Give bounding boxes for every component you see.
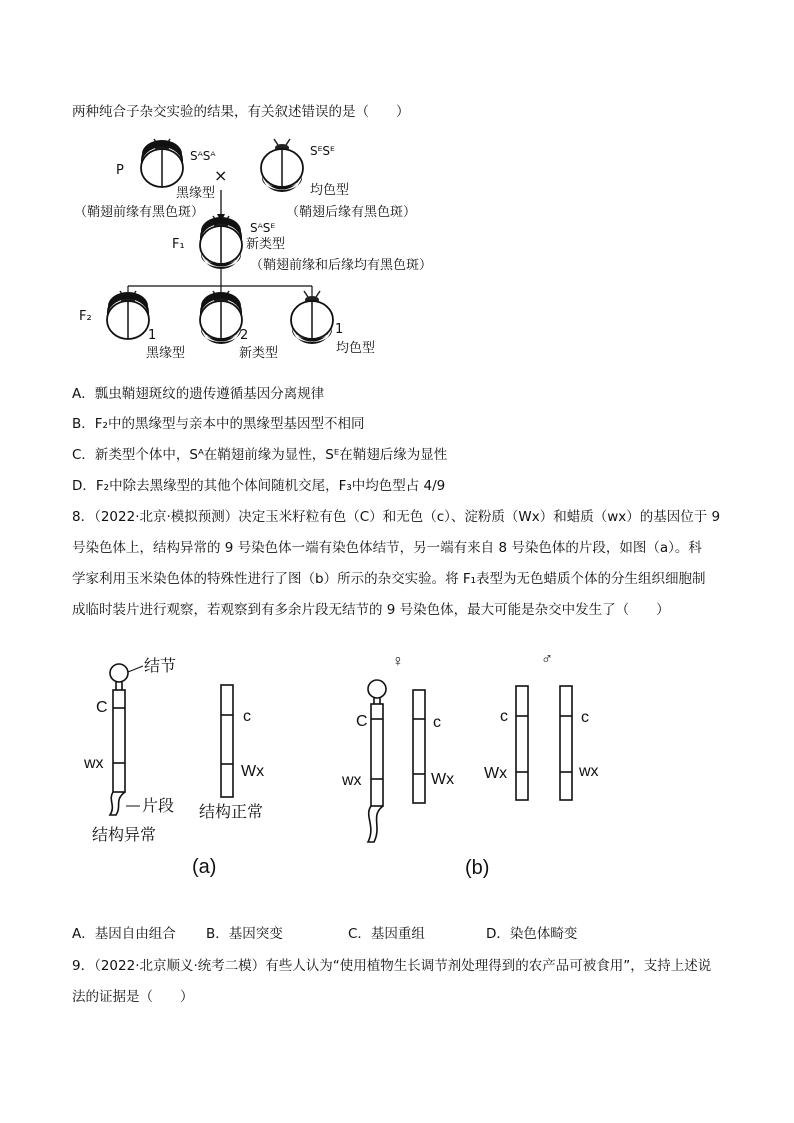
abnormal-label: 结构异常 — [92, 827, 157, 844]
q9-stem-line2: 法的证据是（ ） — [72, 989, 194, 1005]
gene-c-b-male-2: c — [581, 709, 589, 726]
gene-Wx-b-female: Wx — [431, 771, 455, 788]
female-abnormal-chromosome — [368, 680, 386, 842]
abnormal-chromosome-a — [110, 664, 128, 815]
male-symbol: ♂ — [541, 651, 553, 668]
black-edge-desc: （鞘翅前缘有黑色斑） — [74, 205, 205, 220]
fig-a-label: (a) — [192, 856, 217, 878]
segment-label: 片段 — [142, 798, 175, 815]
uniform-name: 均色型 — [310, 183, 350, 198]
uniform-desc: （鞘翅后缘有黑色斑） — [286, 205, 417, 220]
gene-wx-b: wx — [342, 772, 362, 789]
cross-mark: × — [214, 166, 228, 185]
female-symbol: ♀ — [392, 653, 404, 670]
normal-chromosome-a — [221, 685, 233, 797]
q8-stem-line4: 成临时装片进行观察，若观察到有多余片段无结节的 9 号染色体，最大可能是杂交中发生了（ ） — [72, 602, 670, 618]
q8-stem-line1: 8．（2022·北京·模拟预测）决定玉米籽粒有色（C）和无色（c）、淀粉质（Wx）和蜡质（wx）的基因位于 9 — [72, 509, 721, 525]
gene-c-b-female: c — [433, 714, 441, 731]
male-chromosome-2 — [560, 686, 572, 800]
gene-c-b-male-1: c — [500, 708, 508, 725]
gene-wx-b-male-2: wx — [579, 763, 599, 780]
q7-option-c: C．新类型个体中，Sᴬ在鞘翅前缘为显性，Sᴱ在鞘翅后缘为显性 — [72, 447, 448, 463]
q8-stem-line2: 号染色体上，结构异常的 9 号染色体一端有染色体结节，另一端有来自 8 号染色体的片段，如图（a）。科 — [72, 540, 702, 556]
p-label: P — [116, 163, 124, 178]
black-edge-name: 黑缘型 — [176, 186, 216, 201]
female-normal-chromosome — [413, 690, 425, 803]
q8-stem-line3: 学家利用玉米染色体的特殊性进行了图（b）所示的杂交实验。将 F₁表型为无色蜡质个体的分生组织细胞制 — [72, 571, 706, 587]
f2-ratio-3: 1 — [335, 322, 344, 337]
knob-label: 结节 — [144, 658, 177, 675]
q8-option-b: B．基因突变 — [206, 926, 283, 942]
fig-b-label: (b) — [465, 857, 490, 879]
f1-desc: （鞘翅前缘和后缘均有黑色斑） — [250, 258, 433, 273]
f2-ratio-2: 2 — [240, 328, 249, 343]
q7-option-d: D．F₂中除去黑缘型的其他个体间随机交尾，F₃中均色型占 4/9 — [72, 478, 446, 494]
f2-name-3: 均色型 — [336, 341, 376, 356]
q7-option-a: A．瓢虫鞘翅斑纹的遗传遵循基因分离规律 — [72, 386, 325, 402]
f1-genotype: SᴬSᴱ — [250, 221, 276, 235]
gene-c-a: c — [243, 708, 251, 725]
gene-Wx-b-male-1: Wx — [484, 765, 508, 782]
q7-stem: 两种纯合子杂交实验的结果，有关叙述错误的是（ ） — [72, 104, 410, 120]
f2-label: F₂ — [79, 309, 92, 324]
normal-label: 结构正常 — [199, 804, 264, 821]
uniform-genotype: SᴱSᴱ — [310, 144, 335, 158]
f1-label: F₁ — [172, 237, 185, 252]
gene-Wx-a: Wx — [241, 763, 265, 780]
q8-option-c: C．基因重组 — [348, 926, 425, 942]
q8-option-a: A．基因自由组合 — [72, 926, 176, 942]
male-chromosome-1 — [516, 686, 528, 800]
gene-C-b: C — [356, 713, 368, 730]
black-edge-genotype: SᴬSᴬ — [190, 149, 216, 163]
gene-C-a: C — [96, 699, 108, 716]
f2-ratio-1: 1 — [148, 328, 157, 343]
f1-name: 新类型 — [246, 237, 286, 252]
q9-stem-line1: 9．（2022·北京顺义·统考二模）有些人认为“使用植物生长调节剂处理得到的农产品可被食用”，支持上述说 — [72, 958, 712, 974]
f2-name-2: 新类型 — [239, 346, 279, 361]
q7-option-b: B．F₂中的黑缘型与亲本中的黑缘型基因型不相同 — [72, 416, 365, 432]
f2-name-1: 黑缘型 — [146, 346, 186, 361]
gene-wx-a: wx — [84, 755, 104, 772]
q8-option-d: D．染色体畸变 — [486, 926, 578, 942]
